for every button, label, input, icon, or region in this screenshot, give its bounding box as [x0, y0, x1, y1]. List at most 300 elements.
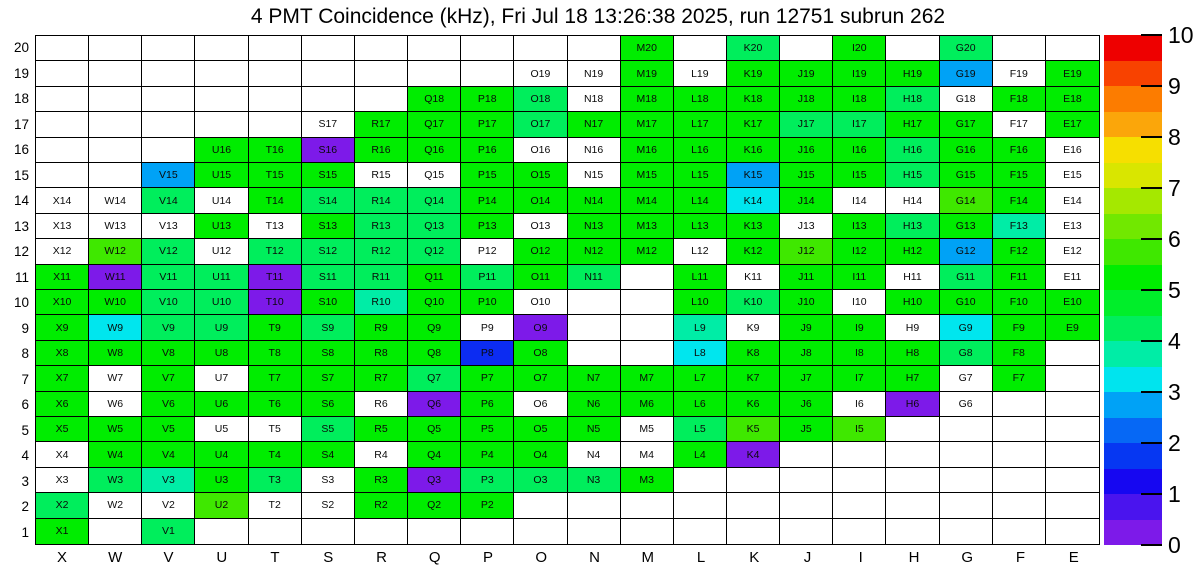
x-tick-label-F: F	[1015, 549, 1026, 566]
cell-label: P16	[477, 143, 497, 156]
y-tick-label-14: 14	[13, 193, 29, 208]
heatmap-cell-G11	[940, 265, 993, 290]
heatmap-cell-S2	[302, 493, 355, 518]
cell-label: L5	[694, 423, 706, 436]
heatmap-cell-Q2	[408, 493, 461, 518]
cell-label: E17	[1063, 118, 1082, 131]
heatmap-cell-S13	[302, 214, 355, 239]
heatmap-cell-empty	[833, 519, 886, 544]
heatmap-cell-H12	[886, 239, 939, 264]
cell-label: S12	[318, 245, 338, 258]
heatmap-cell-P18	[461, 87, 514, 112]
heatmap-cell-empty	[886, 417, 939, 442]
colorbar-band	[1104, 392, 1162, 418]
heatmap-cell-empty	[302, 36, 355, 61]
cell-label: O6	[533, 397, 548, 410]
cell-label: F12	[1009, 245, 1028, 258]
heatmap-cell-O4	[514, 442, 567, 467]
heatmap-cell-empty	[249, 519, 302, 544]
heatmap-cell-empty	[195, 112, 248, 137]
cell-label: G17	[955, 118, 976, 131]
heatmap-cell-S3	[302, 468, 355, 493]
heatmap-cell-J10	[780, 290, 833, 315]
cell-label: W11	[104, 270, 126, 283]
heatmap-cell-O11	[514, 265, 567, 290]
heatmap-cell-I16	[833, 138, 886, 163]
cell-label: U9	[214, 321, 229, 334]
cell-label: E12	[1063, 245, 1082, 258]
heatmap-cell-P11	[461, 265, 514, 290]
colorbar-band	[1104, 86, 1162, 112]
cell-label: T7	[268, 372, 281, 385]
heatmap-cell-K20	[727, 36, 780, 61]
chart-title: 4 PMT Coincidence (kHz), Fri Jul 18 13:26:38 2025, run 12751 subrun 262	[250, 5, 946, 28]
heatmap-cell-X3	[36, 468, 89, 493]
cell-label: W6	[107, 397, 124, 410]
cell-label: G15	[955, 169, 976, 182]
cell-label: H10	[902, 296, 923, 309]
heatmap-cell-empty	[780, 442, 833, 467]
heatmap-cell-T13	[249, 214, 302, 239]
heatmap-cell-M3	[621, 468, 674, 493]
cell-label: W8	[107, 346, 124, 359]
heatmap-cell-R16	[355, 138, 408, 163]
heatmap-cell-O18	[514, 87, 567, 112]
x-tick-label-S: S	[323, 549, 334, 566]
heatmap-cell-O17	[514, 112, 567, 137]
colorbar-tick-label-0: 0	[1168, 532, 1181, 558]
cell-label: S2	[321, 499, 335, 512]
heatmap-cell-W6	[89, 392, 142, 417]
heatmap-cell-K5	[727, 417, 780, 442]
cell-label: V6	[161, 397, 175, 410]
heatmap-cell-K15	[727, 163, 780, 188]
heatmap-cell-R9	[355, 315, 408, 340]
heatmap-cell-L12	[674, 239, 727, 264]
cell-label: V1	[161, 525, 175, 538]
cell-label: F10	[1009, 296, 1028, 309]
cell-label: T16	[265, 143, 284, 156]
cell-label: M5	[639, 423, 655, 436]
heatmap-cell-F18	[993, 87, 1046, 112]
cell-label: N11	[584, 270, 603, 283]
cell-label: H18	[902, 92, 923, 105]
heatmap-cell-X11	[36, 265, 89, 290]
heatmap-cell-empty	[89, 163, 142, 188]
cell-label: R11	[371, 270, 391, 283]
heatmap-cell-empty	[302, 519, 355, 544]
cell-label: U5	[214, 423, 229, 436]
heatmap-cell-O16	[514, 138, 567, 163]
heatmap-cell-L18	[674, 87, 727, 112]
cell-label: M3	[639, 473, 655, 486]
heatmap-cell-Q9	[408, 315, 461, 340]
cell-label: Q16	[424, 143, 445, 156]
cell-label: T2	[268, 499, 281, 512]
cell-label: N18	[583, 92, 604, 105]
cell-label: U3	[214, 473, 229, 486]
heatmap-cell-R7	[355, 366, 408, 391]
heatmap-cell-G18	[940, 87, 993, 112]
cell-label: K19	[743, 67, 763, 80]
heatmap-cell-U4	[195, 442, 248, 467]
heatmap-cell-P2	[461, 493, 514, 518]
cell-label: S3	[321, 473, 335, 486]
heatmap-cell-K6	[727, 392, 780, 417]
cell-label: U16	[211, 143, 232, 156]
cell-label: I11	[852, 270, 867, 283]
heatmap-cell-I11	[833, 265, 886, 290]
heatmap-cell-M5	[621, 417, 674, 442]
cell-label: V10	[159, 296, 178, 309]
heatmap-cell-empty	[302, 61, 355, 86]
cell-label: W2	[107, 499, 124, 512]
heatmap-cell-N16	[568, 138, 621, 163]
heatmap-cell-U2	[195, 493, 248, 518]
heatmap-cell-empty	[195, 519, 248, 544]
x-tick-label-R: R	[376, 549, 387, 566]
colorbar-band	[1104, 264, 1162, 290]
heatmap-cell-V4	[142, 442, 195, 467]
heatmap-cell-X4	[36, 442, 89, 467]
heatmap-cell-F9	[993, 315, 1046, 340]
heatmap-cell-V2	[142, 493, 195, 518]
cell-label: T3	[268, 473, 281, 486]
y-tick-label-3: 3	[21, 473, 29, 489]
cell-label: G9	[958, 321, 973, 334]
cell-label: M14	[636, 194, 657, 207]
heatmap-cell-S8	[302, 341, 355, 366]
heatmap-cell-U8	[195, 341, 248, 366]
x-tick-label-K: K	[749, 549, 760, 566]
colorbar-tick-mark	[1141, 136, 1162, 138]
heatmap-cell-V3	[142, 468, 195, 493]
heatmap-cell-T3	[249, 468, 302, 493]
cell-label: K5	[746, 423, 760, 436]
heatmap-cell-N17	[568, 112, 621, 137]
colorbar-band	[1104, 188, 1162, 214]
heatmap-cell-S16	[302, 138, 355, 163]
heatmap-cell-O8	[514, 341, 567, 366]
heatmap-cell-F15	[993, 163, 1046, 188]
cell-label: S17	[318, 118, 338, 131]
heatmap-cell-empty	[355, 36, 408, 61]
cell-label: T8	[268, 346, 281, 359]
colorbar-tick-label-9: 9	[1168, 73, 1181, 99]
cell-label: X14	[52, 194, 72, 207]
heatmap-cell-J5	[780, 417, 833, 442]
heatmap-cell-T14	[249, 188, 302, 213]
cell-label: P8	[480, 346, 494, 359]
y-tick-label-8: 8	[21, 346, 29, 361]
cell-label: K11	[744, 270, 762, 283]
heatmap-cell-I20	[833, 36, 886, 61]
cell-label: J11	[798, 270, 815, 283]
x-tick-label-U: U	[216, 549, 228, 566]
heatmap-cell-Q15	[408, 163, 461, 188]
heatmap-cell-V8	[142, 341, 195, 366]
cell-label: U6	[214, 397, 229, 410]
heatmap-cell-J18	[780, 87, 833, 112]
heatmap-cell-V15	[142, 163, 195, 188]
heatmap-cell-G7	[940, 366, 993, 391]
heatmap-cell-Q17	[408, 112, 461, 137]
heatmap-cell-V9	[142, 315, 195, 340]
heatmap-cell-empty	[461, 519, 514, 544]
heatmap-cell-F17	[993, 112, 1046, 137]
heatmap-cell-F14	[993, 188, 1046, 213]
colorbar-band	[1104, 213, 1162, 239]
heatmap-cell-I19	[833, 61, 886, 86]
heatmap-cell-empty	[886, 442, 939, 467]
heatmap-cell-S7	[302, 366, 355, 391]
heatmap-cell-empty	[993, 493, 1046, 518]
cell-label: K17	[743, 118, 763, 131]
heatmap-cell-empty	[142, 87, 195, 112]
colorbar-tick-mark	[1141, 34, 1162, 36]
cell-label: P5	[480, 423, 494, 436]
heatmap-cell-U11	[195, 265, 248, 290]
x-tick-label-G: G	[961, 549, 974, 566]
cell-label: V13	[159, 219, 178, 232]
cell-label: P3	[480, 473, 494, 486]
heatmap-cell-P5	[461, 417, 514, 442]
cell-label: L14	[691, 194, 709, 207]
heatmap-cell-H17	[886, 112, 939, 137]
cell-label: O17	[530, 118, 551, 131]
cell-label: V3	[161, 473, 175, 486]
heatmap-cell-K17	[727, 112, 780, 137]
cell-label: R4	[374, 448, 388, 461]
y-tick-label-16: 16	[13, 142, 29, 157]
heatmap-cell-J19	[780, 61, 833, 86]
cell-label: M16	[636, 143, 657, 156]
cell-label: V8	[161, 346, 175, 359]
heatmap-cell-U3	[195, 468, 248, 493]
colorbar-band	[1104, 468, 1162, 494]
heatmap-cell-U16	[195, 138, 248, 163]
cell-label: V12	[159, 245, 178, 258]
heatmap-cell-P17	[461, 112, 514, 137]
heatmap-cell-S17	[302, 112, 355, 137]
cell-label: I10	[852, 296, 867, 309]
cell-label: E16	[1063, 143, 1082, 156]
cell-label: L13	[691, 219, 709, 232]
cell-label: I5	[854, 423, 864, 436]
cell-label: O13	[530, 219, 551, 232]
heatmap-cell-N13	[568, 214, 621, 239]
heatmap-cell-L19	[674, 61, 727, 86]
x-tick-label-N: N	[589, 549, 600, 566]
heatmap-cell-G16	[940, 138, 993, 163]
heatmap-cell-N12	[568, 239, 621, 264]
heatmap-cell-X5	[36, 417, 89, 442]
colorbar-tick-label-8: 8	[1168, 124, 1181, 150]
heatmap-cell-empty	[408, 36, 461, 61]
cell-label: F13	[1009, 219, 1028, 232]
heatmap-cell-P10	[461, 290, 514, 315]
cell-label: V9	[161, 321, 175, 334]
heatmap-cell-empty	[568, 493, 621, 518]
cell-label: L11	[691, 270, 709, 283]
heatmap-cell-N7	[568, 366, 621, 391]
heatmap-cell-T4	[249, 442, 302, 467]
cell-label: N7	[586, 372, 601, 385]
cell-label: P15	[477, 169, 497, 182]
cell-label: V11	[159, 270, 178, 283]
cell-label: Q13	[424, 219, 445, 232]
heatmap-cell-J7	[780, 366, 833, 391]
cell-label: F19	[1009, 67, 1028, 80]
colorbar-tick-label-1: 1	[1168, 481, 1181, 507]
heatmap-cell-empty	[355, 519, 408, 544]
heatmap-cell-O5	[514, 417, 567, 442]
colorbar-tick-mark	[1141, 340, 1162, 342]
colorbar-tick-mark	[1141, 493, 1162, 495]
cell-label: M6	[639, 397, 655, 410]
cell-label: G6	[958, 397, 973, 410]
heatmap-cell-T2	[249, 493, 302, 518]
cell-label: Q15	[424, 169, 445, 182]
cell-label: R16	[371, 143, 391, 156]
heatmap-cell-H19	[886, 61, 939, 86]
cell-label: R2	[374, 499, 388, 512]
cell-label: M7	[639, 372, 655, 385]
heatmap-cell-R6	[355, 392, 408, 417]
cell-label: T9	[268, 321, 281, 334]
heatmap-cell-M15	[621, 163, 674, 188]
cell-label: G8	[958, 346, 973, 359]
cell-label: S7	[321, 372, 335, 385]
heatmap-cell-T11	[249, 265, 302, 290]
heatmap-cell-Q10	[408, 290, 461, 315]
heatmap-cell-empty	[1046, 392, 1099, 417]
cell-label: I12	[852, 245, 867, 258]
cell-label: R17	[371, 118, 391, 131]
heatmap-cell-U6	[195, 392, 248, 417]
cell-label: O16	[530, 143, 551, 156]
heatmap-cell-empty	[621, 341, 674, 366]
heatmap-cell-empty	[886, 519, 939, 544]
cell-label: E18	[1063, 92, 1082, 105]
heatmap-cell-empty	[940, 493, 993, 518]
cell-label: I14	[852, 194, 867, 207]
heatmap-cell-M14	[621, 188, 674, 213]
cell-label: N19	[583, 67, 604, 80]
heatmap-cell-P6	[461, 392, 514, 417]
heatmap-cell-I15	[833, 163, 886, 188]
heatmap-cell-empty	[568, 519, 621, 544]
heatmap-cell-E19	[1046, 61, 1099, 86]
heatmap-cell-empty	[1046, 341, 1099, 366]
heatmap-cell-empty	[142, 61, 195, 86]
heatmap-cell-T16	[249, 138, 302, 163]
heatmap-cell-empty	[674, 36, 727, 61]
heatmap-cell-empty	[355, 61, 408, 86]
y-tick-label-11: 11	[14, 269, 29, 285]
heatmap-cell-V10	[142, 290, 195, 315]
heatmap-cell-empty	[89, 138, 142, 163]
heatmap-cell-empty	[142, 138, 195, 163]
heatmap-cell-O13	[514, 214, 567, 239]
cell-label: V2	[161, 499, 175, 512]
cell-label: O14	[530, 194, 551, 207]
cell-label: S5	[321, 423, 335, 436]
cell-label: X6	[55, 397, 69, 410]
heatmap-cell-O9	[514, 315, 567, 340]
cell-label: H16	[902, 143, 923, 156]
heatmap-cell-J13	[780, 214, 833, 239]
cell-label: K10	[743, 296, 763, 309]
cell-label: J15	[797, 169, 815, 182]
heatmap-cell-E14	[1046, 188, 1099, 213]
heatmap-cell-V5	[142, 417, 195, 442]
colorbar-band	[1104, 494, 1162, 520]
heatmap-cell-empty	[940, 519, 993, 544]
heatmap-cell-H6	[886, 392, 939, 417]
cell-label: I16	[852, 143, 867, 156]
y-tick-label-19: 19	[13, 65, 29, 81]
cell-label: L19	[691, 67, 709, 80]
heatmap-cell-R8	[355, 341, 408, 366]
heatmap-cell-M4	[621, 442, 674, 467]
heatmap-cell-L11	[674, 265, 727, 290]
heatmap-cell-empty	[514, 519, 567, 544]
heatmap-cell-I5	[833, 417, 886, 442]
cell-label: X12	[52, 245, 72, 258]
heatmap-cell-I6	[833, 392, 886, 417]
heatmap-cell-M19	[621, 61, 674, 86]
heatmap-cell-empty	[408, 61, 461, 86]
heatmap-cell-P16	[461, 138, 514, 163]
heatmap-cell-M7	[621, 366, 674, 391]
heatmap-cell-empty	[461, 36, 514, 61]
cell-label: X7	[55, 372, 69, 385]
heatmap-cell-V12	[142, 239, 195, 264]
heatmap-cell-R11	[355, 265, 408, 290]
cell-label: S14	[318, 194, 338, 207]
cell-label: H14	[902, 194, 923, 207]
heatmap-cell-M16	[621, 138, 674, 163]
heatmap-cell-R4	[355, 442, 408, 467]
heatmap-cell-empty	[36, 36, 89, 61]
cell-label: G16	[955, 143, 976, 156]
heatmap-cell-W11	[89, 265, 142, 290]
heatmap-cell-H14	[886, 188, 939, 213]
cell-label: J14	[797, 194, 815, 207]
heatmap-cell-empty	[621, 493, 674, 518]
colorbar-band	[1104, 417, 1162, 443]
colorbar-band	[1104, 443, 1162, 469]
cell-label: O19	[530, 67, 551, 80]
colorbar-tick-mark	[1141, 238, 1162, 240]
heatmap-cell-F12	[993, 239, 1046, 264]
heatmap-cell-P8	[461, 341, 514, 366]
cell-label: T12	[265, 245, 284, 258]
heatmap-cell-empty	[89, 36, 142, 61]
heatmap-cell-empty	[36, 112, 89, 137]
heatmap-cell-Q6	[408, 392, 461, 417]
heatmap-cell-M6	[621, 392, 674, 417]
cell-label: L9	[694, 321, 706, 334]
heatmap-cell-N5	[568, 417, 621, 442]
heatmap-cell-T6	[249, 392, 302, 417]
cell-label: J12	[797, 245, 815, 258]
heatmap-cell-S9	[302, 315, 355, 340]
heatmap-cell-L17	[674, 112, 727, 137]
cell-label: E19	[1063, 67, 1082, 80]
heatmap-cell-E12	[1046, 239, 1099, 264]
